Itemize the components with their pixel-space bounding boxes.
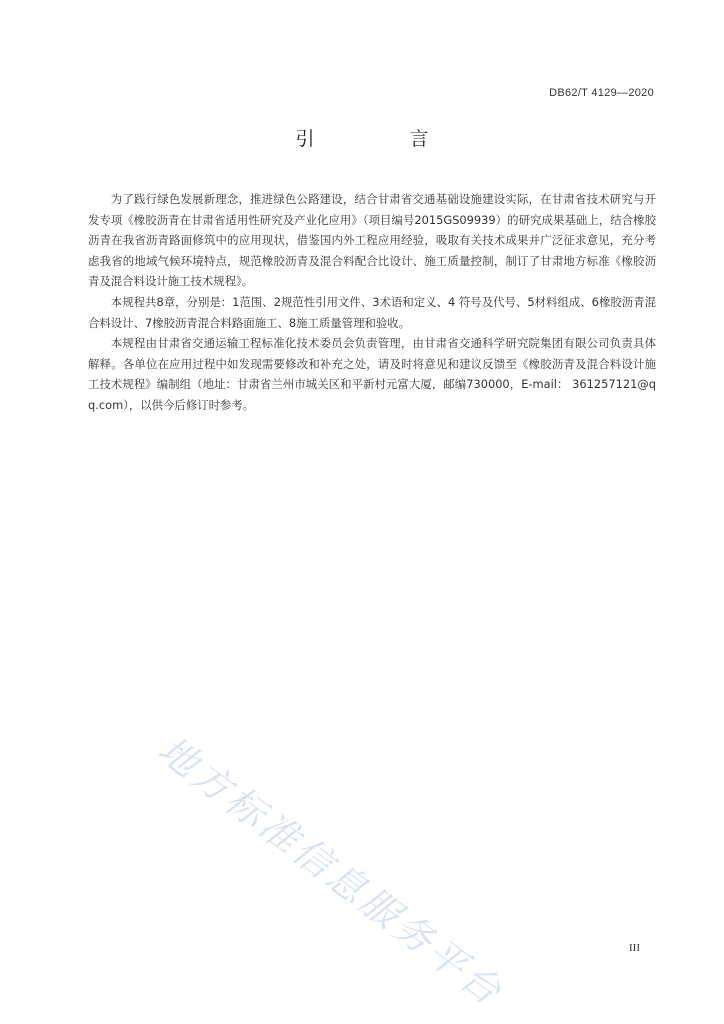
- paragraph-chapters: 本规程共8章，分别是：1范围、2规范性引用文件、3术语和定义、4 符号及代号、5材料组成、6橡胶沥青混合料设计、7橡胶沥青混合料路面施工、8施工质量管理和验收。: [88, 294, 656, 330]
- page-number: III: [629, 942, 640, 954]
- paragraph-background: 为了践行绿色发展新理念，推进绿色公路建设，结合甘肃省交通基础设施建设实际，在甘肃省技术研究与开发专项《橡胶沥青在甘肃省适用性研究及产业化应用》（项目编号2015GS09939）的研究成果基础上，结合橡胶沥青在我省沥青路面修筑中的应用现状，借鉴国内外工程应用经验，吸取有关技术成果并广泛征求意见，充分考虑我省的地域气候环境特点，规范橡胶沥青及混合料配合比设计、施工质量控制，制订了甘肃地方标准《橡胶沥青及混合料设计施工技术规程》。: [88, 192, 656, 289]
- page-title: 引 言: [295, 128, 467, 150]
- watermark: 地方标准信息服务平台: [150, 727, 513, 1016]
- standard-code: DB62/T 4129—2020: [549, 87, 654, 99]
- paragraph-management: 本规程由甘肃省交通运输工程标准化技术委员会负责管理，由甘肃省交通科学研究院集团有限公司负责具体解释。各单位在应用过程中如发现需要修改和补充之处，请及时将意见和建议反馈至《橡胶沥青及混合料设计施工技术规程》编制组（地址：甘肃省兰州市城关区和平新村元富大厦，邮编730000，E-mail： 361257121@qq.com），以供今后修订时参考。: [88, 336, 656, 412]
- body-text: [88, 189, 656, 416]
